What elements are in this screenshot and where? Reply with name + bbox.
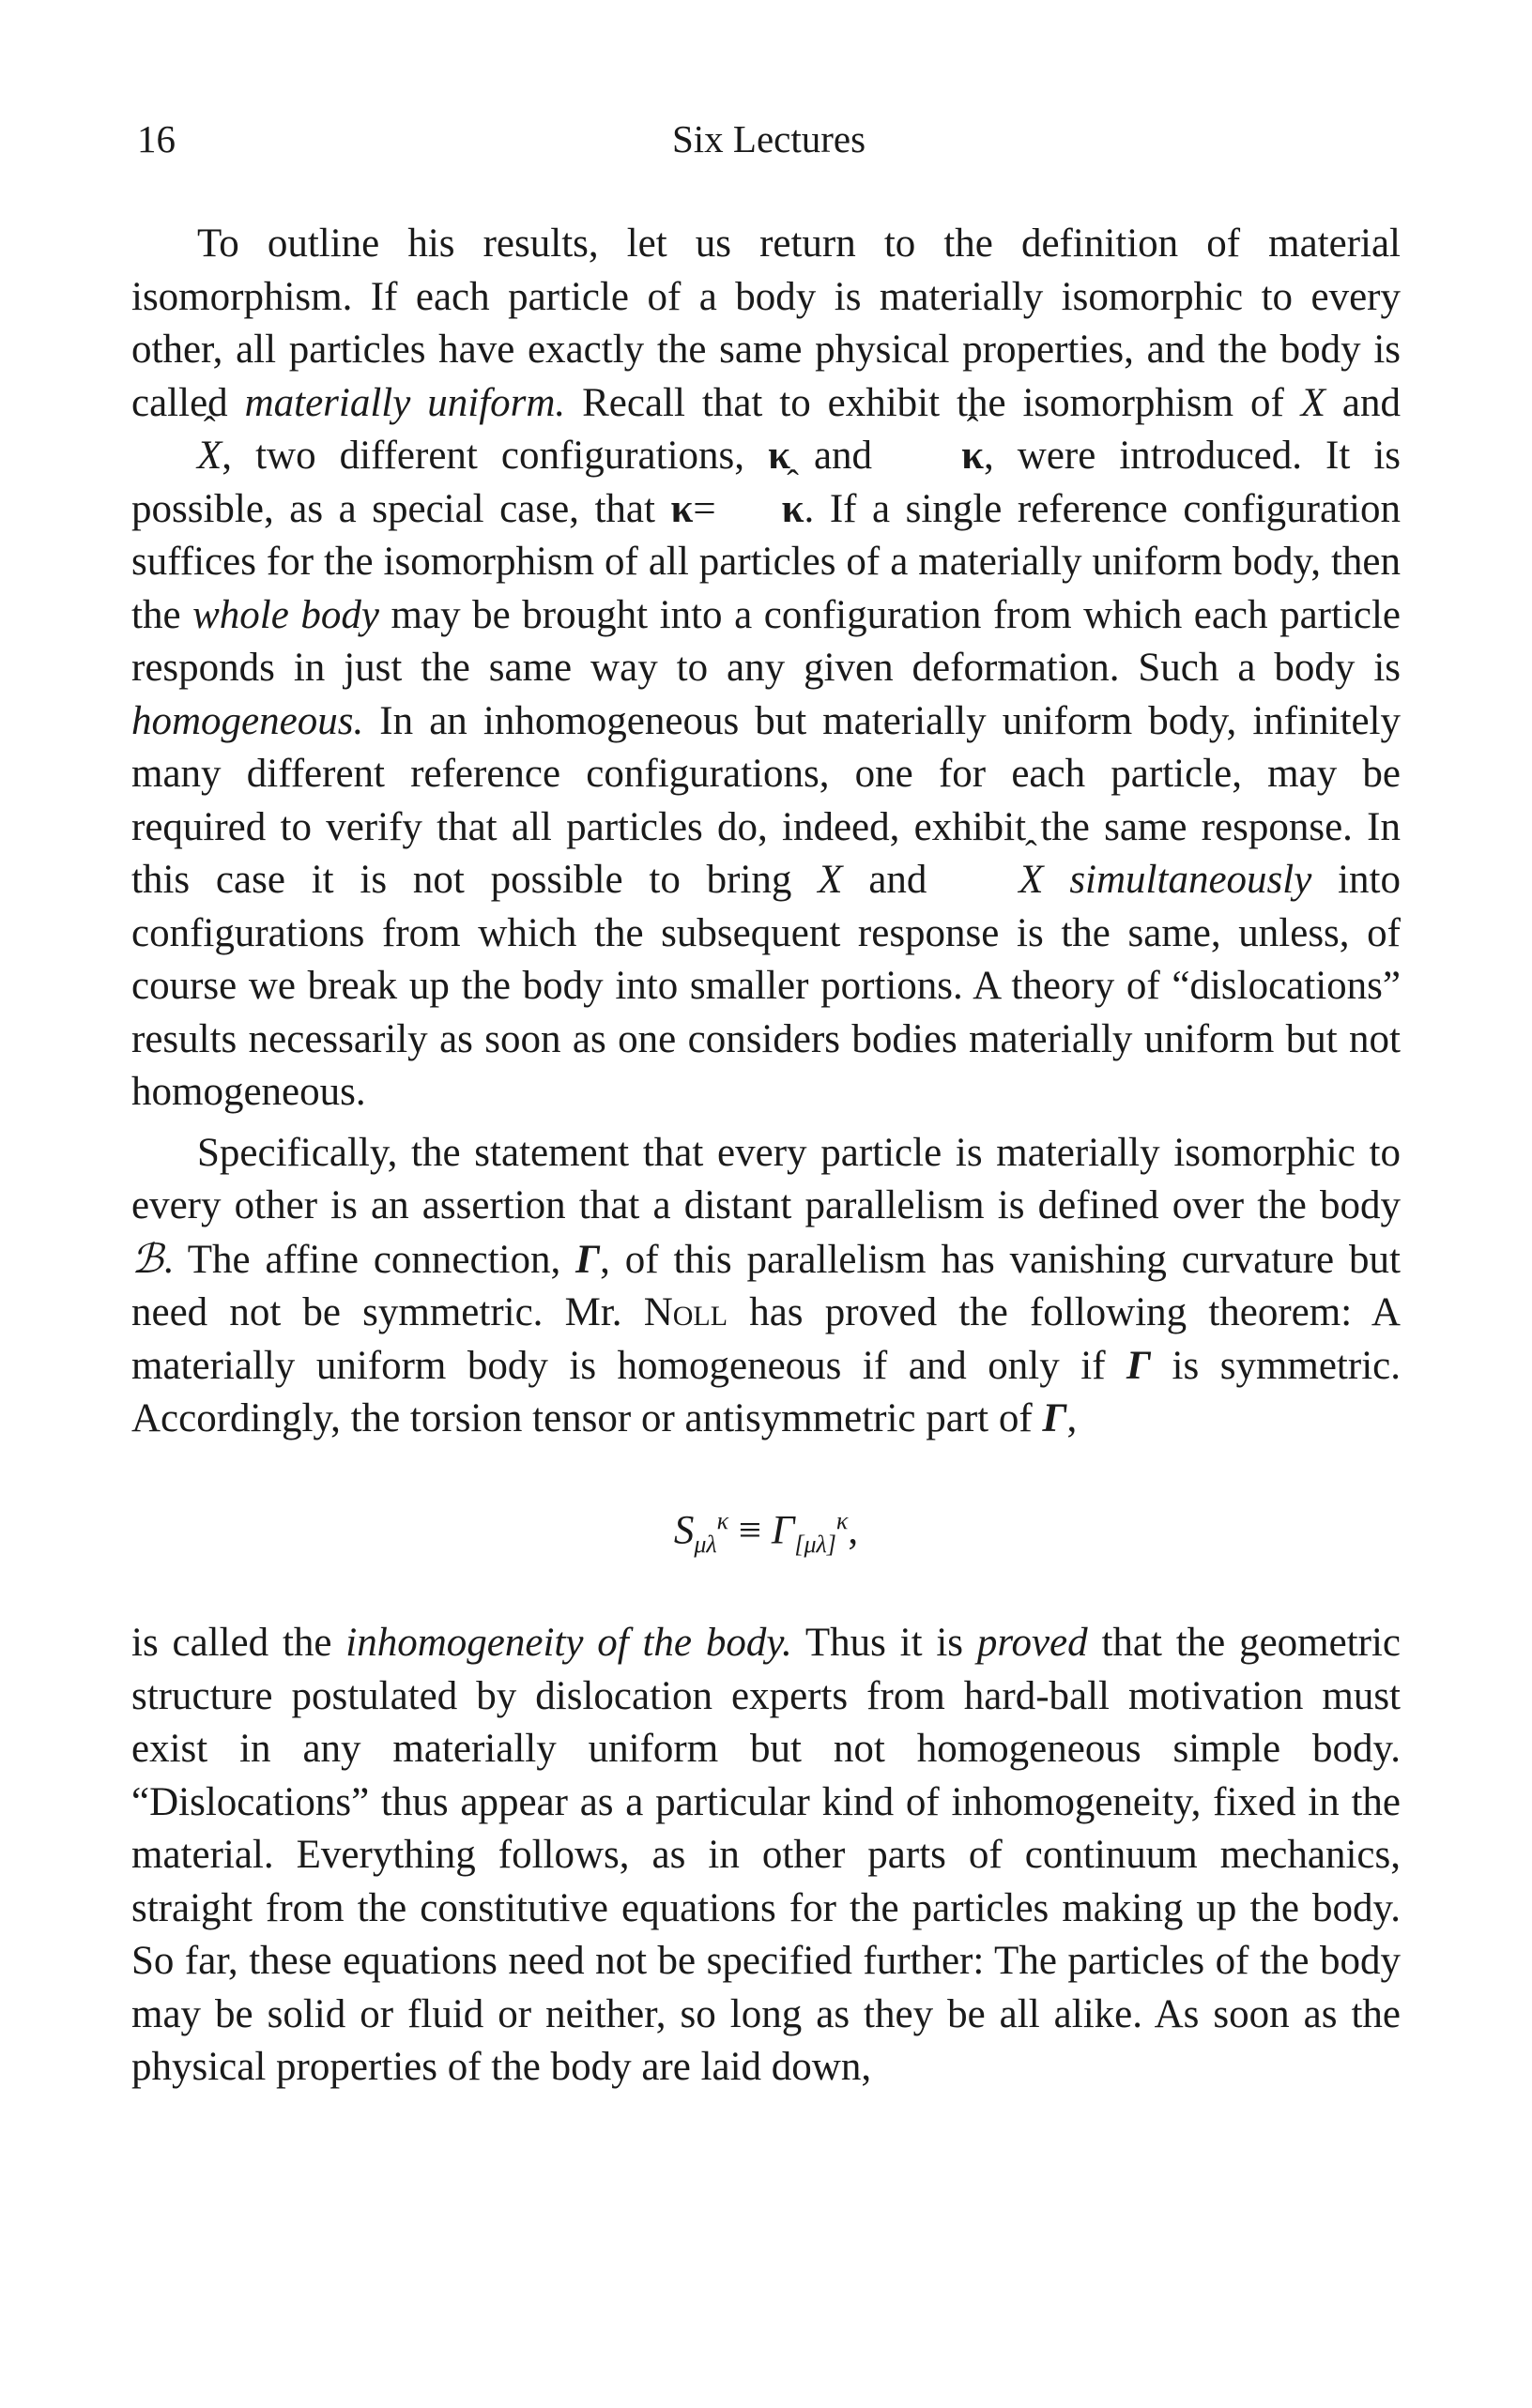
page-header xyxy=(137,114,1401,163)
paragraph-1 xyxy=(131,218,1401,1120)
equation-rhs-lower-index: [μλ] xyxy=(794,1530,836,1558)
italic-text: whole body xyxy=(192,592,379,637)
text-run: into configurations from which the subsequent response is the same, unless, of course we break up the body into smaller portions. A theory of “dislocations” results necessarily as soon as one considers bodies materially uniform but not homogeneous. xyxy=(131,858,1401,1114)
gamma-symbol: Γ xyxy=(1042,1396,1067,1440)
text-run: that the geometric structure postulated by dislocation experts from hard-ball motivation must exist in any materially uniform but not homogeneous simple body. “Dislocations” thus appear as a particular kind of inhomogeneity, fixed in the material. Everything follows, as in other parts of continuum mechanics, straight from the constitutive equations for the particles making up the body. So far, these equations need not be specified further: The particles of the body may be solid or fluid or neither, so long as they be all alike. As soon as the physical properties of the body are laid down, xyxy=(131,1621,1401,2090)
small-caps-name: Noll xyxy=(643,1290,728,1334)
equation-lhs-upper-index: κ xyxy=(716,1506,729,1534)
text-run: has proved the following theorem: A materially uniform body is homogeneous if and only if xyxy=(131,1290,1401,1388)
text-run: may be brought into a configuration from which each particle responds in just the same way to any given deformation. Such a body is xyxy=(131,592,1401,690)
italic-text: simultaneously xyxy=(1069,858,1312,902)
italic-text: X xyxy=(818,858,843,902)
paragraph-2 xyxy=(131,1127,1401,1446)
equation-relation: ≡ xyxy=(738,1507,762,1552)
paragraph-3 xyxy=(131,1617,1401,2095)
italic-text: materially uniform. xyxy=(244,380,566,425)
text-run: . If a single reference configuration suffices for the isomorphism of all particles of a materially uniform body, then the xyxy=(131,486,1401,637)
text-run: and xyxy=(789,434,896,478)
kappa-symbol-hat: ˆ κ xyxy=(716,483,804,537)
italic-text-hat: ˆ X xyxy=(131,430,222,483)
text-run: Specifically, the statement that every particle is materially isomorphic to every other is an assertion that a distant parallelism is defined over the body xyxy=(131,1130,1401,1227)
running-title: Six Lectures xyxy=(671,117,866,160)
equation-lhs-lower-index: μλ xyxy=(694,1530,717,1558)
equation-lhs-symbol: S xyxy=(673,1507,695,1552)
text-run: Thus it is xyxy=(791,1621,977,1666)
text-run: and xyxy=(842,858,954,902)
equation-rhs-upper-index: κ xyxy=(835,1506,849,1534)
kappa-symbol: κ xyxy=(670,486,694,531)
text-run: To outline his results, let us return to the definition of material isomorphism. If each particle of a body is materially isomorphic to every other, all particles have exactly the same physical properties, and the body is called xyxy=(131,221,1401,425)
text-run: , were introduced. It is possible, as a special case, that xyxy=(131,434,1402,531)
text-run: . The affine connection, xyxy=(162,1237,576,1282)
gamma-symbol: Γ xyxy=(575,1237,601,1282)
text-run: , two different configurations, xyxy=(222,434,769,478)
kappa-symbol-hat: ˆ κ xyxy=(896,430,984,483)
page-number: 16 xyxy=(137,117,176,160)
text-run: and xyxy=(1325,380,1401,425)
italic-text: inhomogeneity of the body. xyxy=(345,1621,792,1666)
italic-text: homogeneous. xyxy=(131,698,364,743)
italic-text-hat: ˆ X xyxy=(953,854,1043,907)
text-run xyxy=(1044,858,1070,902)
torsion-equation xyxy=(131,1493,1401,1573)
script-b-symbol: ℬ xyxy=(131,1235,163,1283)
text-run: Recall that to exhibit the isomorphism of xyxy=(565,380,1301,425)
text-run: is symmetric. Accordingly, the torsion tensor or antisymmetric part of xyxy=(131,1343,1401,1440)
italic-text: X xyxy=(1300,380,1325,425)
text-run: In an inhomogeneous but materially uniform body, infinitely many different reference configurations, one for each particle, may be required to verify that all particles do, indeed, exhibit the same response. In this case it is not possible to bring xyxy=(131,698,1401,902)
kappa-symbol: κ xyxy=(768,434,790,478)
text-run: , xyxy=(1066,1396,1078,1440)
gamma-symbol: Γ xyxy=(1126,1343,1152,1388)
text-run: is called the xyxy=(131,1621,346,1666)
text-run: = xyxy=(693,486,716,531)
body-text xyxy=(131,218,1401,2095)
italic-text: proved xyxy=(976,1621,1088,1666)
text-run: , of this parallelism has vanishing curvature but need not be symmetric. Mr. xyxy=(131,1237,1401,1334)
equation-trailing-punctuation: , xyxy=(848,1507,859,1552)
equation-rhs-symbol: Γ xyxy=(771,1507,795,1552)
